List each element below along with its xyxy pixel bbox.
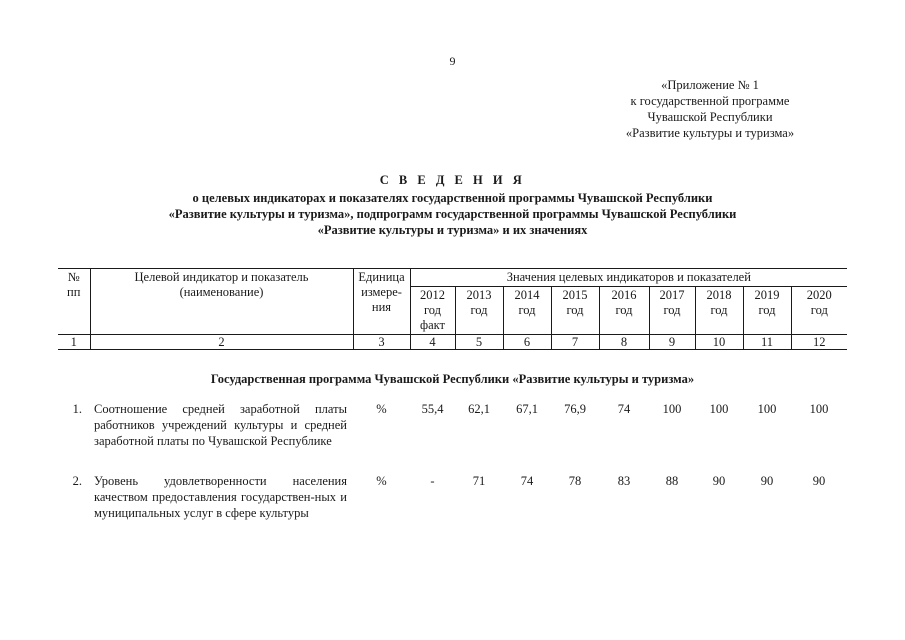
year-note: факт <box>419 318 446 332</box>
year-suffix: год <box>566 303 584 317</box>
appendix-line: Чувашской Республики <box>647 110 773 124</box>
value-cell: 90 <box>760 474 774 488</box>
indicators-table-body <box>58 400 847 522</box>
year-label: 2012 <box>420 288 445 302</box>
column-number: 4 <box>410 335 455 350</box>
header-unit-line: Единица <box>358 270 405 284</box>
value-cell: 55,4 <box>421 402 444 416</box>
header-year <box>455 287 503 335</box>
header-number <box>58 269 90 335</box>
page-number: 9 <box>449 54 456 68</box>
document-subtitle <box>0 190 905 238</box>
value-cell: 100 <box>709 402 729 416</box>
column-number: 11 <box>743 335 791 350</box>
year-suffix: год <box>615 303 633 317</box>
header-indicator-name <box>90 269 353 335</box>
year-suffix: год <box>518 303 536 317</box>
column-number: 5 <box>455 335 503 350</box>
header-unit <box>353 269 410 335</box>
header-number-line: № <box>67 270 80 284</box>
column-number: 9 <box>649 335 695 350</box>
header-name-line: (наименование) <box>179 285 264 299</box>
value-cell: 100 <box>662 402 682 416</box>
appendix-line: к государственной программе <box>630 94 790 108</box>
year-suffix: год <box>810 303 828 317</box>
year-label: 2017 <box>659 288 685 302</box>
header-year <box>599 287 649 335</box>
subtitle-line: «Развитие культуры и туризма», подпрограмм государственной программы Чувашской Республики <box>168 207 737 221</box>
column-number: 8 <box>599 335 649 350</box>
header-unit-line: ния <box>371 300 392 314</box>
row-spacer <box>58 450 847 472</box>
year-label: 2019 <box>754 288 780 302</box>
value-cell: 88 <box>665 474 679 488</box>
column-number: 1 <box>58 335 90 350</box>
document-title: С В Е Д Е Н И Я <box>379 173 526 187</box>
indicators-table-header <box>58 268 847 350</box>
year-suffix: год <box>758 303 776 317</box>
column-number: 10 <box>695 335 743 350</box>
value-cell: - <box>430 474 435 488</box>
year-label: 2013 <box>466 288 492 302</box>
header-number-line: пп <box>67 285 81 299</box>
year-label: 2018 <box>706 288 732 302</box>
value-cell: 76,9 <box>564 402 586 416</box>
unit: % <box>376 474 387 488</box>
header-year <box>503 287 551 335</box>
header-year <box>551 287 599 335</box>
row-number: 1. <box>72 402 82 416</box>
column-number: 7 <box>551 335 599 350</box>
value-cell: 78 <box>568 474 582 488</box>
value-cell: 83 <box>617 474 631 488</box>
row-number: 2. <box>72 474 82 488</box>
appendix-note <box>560 77 860 141</box>
header-year <box>695 287 743 335</box>
header-year <box>791 287 847 335</box>
year-suffix: год <box>663 303 681 317</box>
value-cell: 74 <box>617 402 631 416</box>
year-suffix: год <box>470 303 488 317</box>
header-year <box>649 287 695 335</box>
value-cell: 62,1 <box>468 402 490 416</box>
header-name-line: Целевой индикатор и показатель <box>134 270 309 284</box>
subtitle-line: о целевых индикаторах и показателях государственной программы Чувашской Республики <box>192 191 713 205</box>
value-cell: 100 <box>757 402 777 416</box>
indicator-name: Соотношение средней заработной платы работников учреждений культуры и средней заработной платы по Чувашской Республике <box>94 402 347 448</box>
value-cell: 90 <box>712 474 726 488</box>
header-year <box>743 287 791 335</box>
unit: % <box>376 402 387 416</box>
table-row <box>58 472 847 522</box>
year-label: 2014 <box>514 288 540 302</box>
header-unit-line: измере- <box>361 285 402 299</box>
value-cell: 74 <box>520 474 534 488</box>
column-number: 2 <box>90 335 353 350</box>
year-label: 2020 <box>806 288 832 302</box>
appendix-line: «Развитие культуры и туризма» <box>625 126 795 140</box>
year-suffix: год <box>423 303 442 317</box>
year-label: 2015 <box>562 288 588 302</box>
table-row <box>58 400 847 450</box>
section-title: Государственная программа Чувашской Республики «Развитие культуры и туризма» <box>210 372 695 386</box>
year-suffix: год <box>710 303 728 317</box>
value-cell: 67,1 <box>516 402 538 416</box>
value-cell: 71 <box>472 474 486 488</box>
subtitle-line: «Развитие культуры и туризма» и их значениях <box>317 223 588 237</box>
appendix-line: «Приложение № 1 <box>661 78 759 92</box>
value-cell: 90 <box>812 474 826 488</box>
column-number: 3 <box>353 335 410 350</box>
year-label: 2016 <box>611 288 637 302</box>
column-number: 12 <box>791 335 847 350</box>
header-year <box>410 287 455 335</box>
value-cell: 100 <box>809 402 829 416</box>
column-number: 6 <box>503 335 551 350</box>
header-values-group: Значения целевых индикаторов и показателей <box>410 269 847 287</box>
indicator-name: Уровень удовлетворенности населения качеством предоставления государствен-ных и муниципальных услуг в сфере культуры <box>94 474 347 520</box>
